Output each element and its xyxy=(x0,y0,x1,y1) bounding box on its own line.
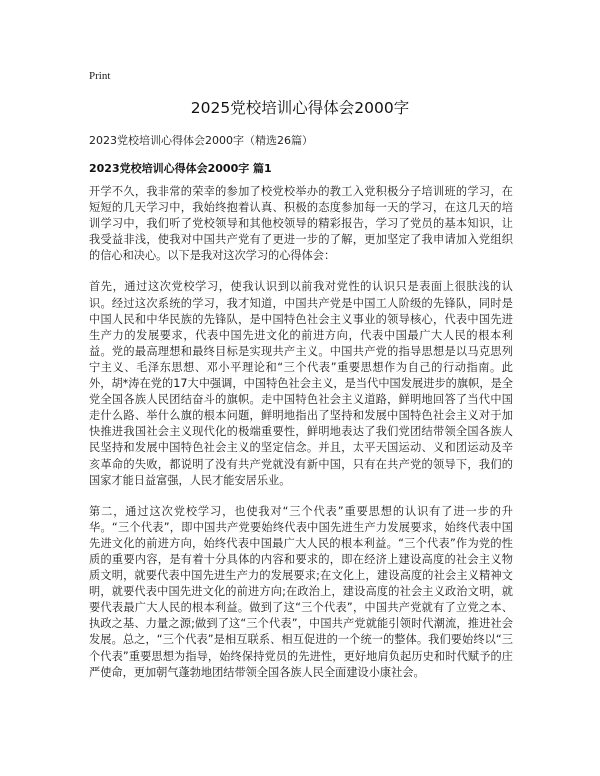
print-label: Print xyxy=(89,70,111,82)
paragraph: 首先，通过这次党校学习，使我认识到以前我对党性的认识只是表面上很肤浅的认识。经过这次系统的学习，我才知道，中国共产党是中国工人阶级的先锋队，同时是中国人民和中华民族的先锋队，是中国特色社会主义事业的领导核心，代表中国先进生产力的发展要求，代表中国先进文化的前进方向，代表中国最广大人民的根本利益。党的最高理想和最终目标是实现共产主义。中国共产党的指导思想是以马克思列宁主义、毛泽东思想、邓小平理论和“三个代表”重要思想作为自己的行动指南。此外，胡*涛在党的17大中强调，中国特色社会主义，是当代中国发展进步的旗帜，是全党全国各族人民团结奋斗的旗帜。走中国特色社会主义道路，鲜明地回答了当代中国走什么路、举什么旗的根本问题，鲜明地指出了坚持和发展中国特色社会主义对于加快推进我国社会主义现代化的极端重要性，鲜明地表达了我们党团结带领全国各族人民坚持和发展中国特色社会主义的坚定信念。并且，太平天国运动、义和团运动及辛亥革命的失败，都说明了没有共产党就没有新中国，只有在共产党的领导下，我们的国家才能日益富强，人民才能安居乐业。 xyxy=(89,280,513,487)
article-body xyxy=(89,184,513,696)
paragraph: 第二，通过这次党校学习，也使我对“三个代表”重要思想的认识有了进一步的升华。“三个代表”，即中国共产党要始终代表中国先进生产力发展要求，始终代表中国先进文化的前进方向，始终代表中国最广大人民的根本利益。“三个代表”作为党的性质的重要内容，是有着十分具体的内容和要求的，即在经济上建设高度的社会主义物质文明，就要代表中国先进生产力的发展要求;在文化上，建设高度的社会主义精神文明，就要代表中国先进文化的前进方向;在政治上，建设高度的社会主义政治文明，就要代表最广大人民的根本利益。做到了这“三个代表”，中国共产党就有了立党之本、执政之基、力量之源;做到了这“三个代表”，中国共产党就能引领时代潮流，推进社会发展。总之，“三个代表”是相互联系、相互促进的一个统一的整体。我们要始终以“三个代表”重要思想为指导，始终保持党员的先进性，更好地肩负起历史和时代赋予的庄严使命，更加朝气蓬勃地团结带领全国各族人民全面建设小康社会。 xyxy=(89,504,513,679)
section-heading: 2023党校培训心得体会2000字 篇1 xyxy=(89,162,272,175)
document-subtitle: 2023党校培训心得体会2000字（精选26篇） xyxy=(89,134,313,147)
paragraph: 开学不久，我非常的荣幸的参加了校党校举办的教工入党积极分子培训班的学习，在短短的几天学习中，我始终抱着认真、积极的态度参加每一天的学习，在这几天的培训学习中，我们听了党校领导和其他校领导的精彩报告，学习了党员的基本知识，让我受益非浅，使我对中国共产党有了更进一步的了解，更加坚定了我申请加入党组织的信心和决心。以下是我对这次学习的心得体会： xyxy=(89,185,513,263)
page-title: 2025党校培训心得体会2000字 xyxy=(190,99,410,117)
